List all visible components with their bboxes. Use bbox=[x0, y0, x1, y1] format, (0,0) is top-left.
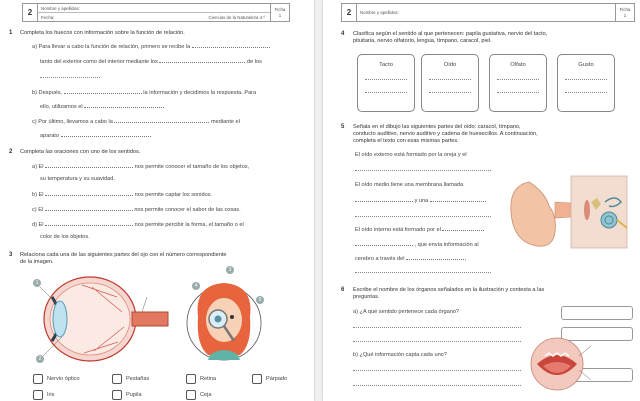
answer-blank[interactable] bbox=[84, 102, 164, 108]
question-prompt: completa el texto con esas mismas partes. bbox=[353, 138, 459, 144]
callout-number: 4 bbox=[192, 282, 200, 290]
sense-box-title: Oído bbox=[443, 62, 457, 68]
girl-magnifying-glass-illustration bbox=[184, 265, 264, 369]
text-line: , que envía información al bbox=[355, 240, 479, 249]
question-prompt: Escribe el nombre de los órganos señalados en la ilustración y contesta a las bbox=[353, 287, 545, 293]
answer-blank[interactable] bbox=[159, 57, 245, 63]
text-line: ello, utilizamos el bbox=[40, 102, 164, 111]
question-prompt: preguntas. bbox=[353, 294, 380, 300]
ear-illustration bbox=[509, 172, 629, 252]
text-line: a) El nos permite conocer el tamaño de los objetos, bbox=[32, 164, 250, 170]
ficha-label: Ficha bbox=[274, 6, 286, 12]
text-line: c) El nos permite conocer el sabor de las cosas. bbox=[32, 207, 241, 213]
sense-box-tacto[interactable] bbox=[357, 54, 415, 112]
worksheet-number: 2 bbox=[23, 4, 38, 21]
answer-blank[interactable] bbox=[45, 162, 133, 168]
ficha-number: 1 bbox=[278, 12, 282, 18]
question-prompt: Señala en el dibujo las siguientes partes del oído: caracol, tímpano, bbox=[353, 124, 521, 130]
question-number: 3 bbox=[9, 252, 13, 258]
question-number: 4 bbox=[341, 31, 345, 37]
checkbox[interactable] bbox=[252, 374, 262, 384]
ficha-number: 1 bbox=[623, 12, 627, 18]
subject-label: Ciencias de la Naturaleza 4.º bbox=[208, 15, 265, 20]
text-line: a) Para llevar a cabo la función de relación, primero se recibe la bbox=[32, 42, 270, 51]
checkbox[interactable] bbox=[186, 390, 196, 400]
text-line: El oído medio tiene una membrana llamada bbox=[355, 182, 464, 188]
question-prompt: conducto auditivo, nervio auditivo y cadena de huesecillos. A continuación, bbox=[353, 131, 538, 137]
sense-box-title: Gusto bbox=[578, 62, 594, 68]
ficha-cell bbox=[270, 4, 289, 21]
text-line: El oído externo está formado por la oreja y el bbox=[355, 152, 467, 158]
text-line: aparato bbox=[40, 131, 151, 140]
sense-box-title: Tacto bbox=[379, 62, 393, 68]
question-number: 1 bbox=[9, 30, 13, 36]
checkbox[interactable] bbox=[186, 374, 196, 384]
option-iris[interactable]: Iris bbox=[33, 390, 54, 400]
option-pestanas[interactable]: Pestañas bbox=[112, 374, 149, 384]
sense-box-title: Olfato bbox=[510, 62, 526, 68]
answer-blank[interactable] bbox=[192, 42, 270, 48]
worksheet-number: 2 bbox=[342, 4, 357, 21]
text-line: su temperatura y su suavidad. bbox=[40, 176, 115, 182]
sense-box-gusto[interactable] bbox=[557, 54, 615, 112]
text-line: a) ¿A qué sentido pertenece cada órgano? bbox=[353, 309, 460, 315]
text-line: c) Por último, llevamos a cabo la mediante el bbox=[32, 119, 240, 125]
organ-answer-box[interactable] bbox=[561, 306, 633, 320]
question-prompt: Clasifica según el sentido al que pertenecen: papila gustativa, nervio del tacto, bbox=[353, 31, 548, 37]
answer-blank[interactable] bbox=[114, 117, 209, 123]
checkbox[interactable] bbox=[33, 374, 43, 384]
answer-blank[interactable] bbox=[355, 216, 491, 217]
callout-number: 1 bbox=[33, 279, 41, 287]
answer-blank[interactable] bbox=[355, 240, 413, 246]
callout-number: 5 bbox=[256, 296, 264, 304]
text-line: d) El nos permite percibir la forma, el tamaño o el bbox=[32, 222, 244, 228]
text-line: y una bbox=[355, 196, 486, 205]
answer-blank[interactable] bbox=[442, 225, 484, 231]
text-line: b) ¿Qué información capta cada uno? bbox=[353, 352, 447, 358]
answer-blank[interactable] bbox=[45, 205, 133, 211]
worksheet-header bbox=[22, 3, 290, 22]
question-prompt: Completa las oraciones con uno de los sentidos. bbox=[20, 149, 141, 155]
option-nervio-optico[interactable]: Nervio óptico bbox=[33, 374, 80, 384]
answer-blank[interactable] bbox=[353, 341, 521, 342]
question-number: 2 bbox=[9, 149, 13, 155]
answer-blank[interactable] bbox=[353, 385, 521, 386]
text-line: b) El nos permite captar los sonidos. bbox=[32, 192, 213, 198]
worksheet-page-right bbox=[323, 0, 640, 401]
text-line: tanto del exterior como del interior mediante los de los bbox=[40, 59, 262, 65]
answer-blank[interactable] bbox=[45, 220, 133, 226]
text-line: b) Después, la información y decidimos la respuesta. Para bbox=[32, 90, 257, 96]
checkbox[interactable] bbox=[112, 374, 122, 384]
checkbox[interactable] bbox=[33, 390, 43, 400]
ficha-label: Ficha bbox=[619, 6, 631, 12]
answer-blank[interactable] bbox=[406, 254, 466, 260]
answer-blank[interactable] bbox=[430, 196, 486, 202]
question-prompt: Completa los huecos con información sobre la función de relación. bbox=[20, 30, 185, 36]
callout-number: 3 bbox=[226, 266, 234, 274]
question-number: 6 bbox=[341, 287, 345, 293]
option-pupila[interactable]: Pupila bbox=[112, 390, 142, 400]
question-number: 5 bbox=[341, 124, 345, 130]
sense-box-olfato[interactable] bbox=[489, 54, 547, 112]
eye-cross-section-illustration bbox=[22, 267, 172, 369]
answer-blank[interactable] bbox=[45, 190, 133, 196]
answer-blank[interactable] bbox=[353, 370, 521, 371]
text-line: color de los objetos. bbox=[40, 234, 90, 240]
date-field-label: Fecha: bbox=[38, 12, 270, 21]
sense-box-oido[interactable] bbox=[421, 54, 479, 112]
name-field-label: Nombre y apellidos: bbox=[41, 5, 80, 11]
checkbox[interactable] bbox=[112, 390, 122, 400]
question-prompt: pituitaria, nervio olfatorio, lengua, tímpano, caracol, piel. bbox=[353, 38, 492, 44]
question-prompt: de la imagen. bbox=[20, 259, 54, 265]
option-ceja[interactable]: Ceja bbox=[186, 390, 212, 400]
answer-blank[interactable] bbox=[355, 272, 491, 273]
worksheet-page-left bbox=[0, 0, 314, 401]
worksheet-header bbox=[341, 3, 635, 22]
answer-blank[interactable] bbox=[64, 88, 142, 94]
answer-blank[interactable] bbox=[61, 131, 151, 137]
callout-number: 2 bbox=[36, 355, 44, 363]
option-retina[interactable]: Retina bbox=[186, 374, 216, 384]
answer-blank[interactable] bbox=[355, 170, 491, 171]
text-line: El oído interno está formado por el bbox=[355, 225, 484, 234]
mouth-tongue-illustration bbox=[527, 336, 593, 396]
ficha-cell bbox=[615, 4, 634, 21]
answer-blank[interactable] bbox=[355, 196, 413, 202]
name-field-label: Nombre y apellidos: bbox=[360, 10, 399, 15]
answer-blank[interactable] bbox=[353, 327, 521, 328]
question-prompt: Relaciona cada una de las siguientes partes del ojo con el número correspondiente bbox=[20, 252, 227, 258]
option-parpado[interactable]: Párpado bbox=[252, 374, 287, 384]
answer-blank[interactable] bbox=[40, 77, 100, 78]
text-line: cerebro a través del bbox=[355, 254, 466, 263]
